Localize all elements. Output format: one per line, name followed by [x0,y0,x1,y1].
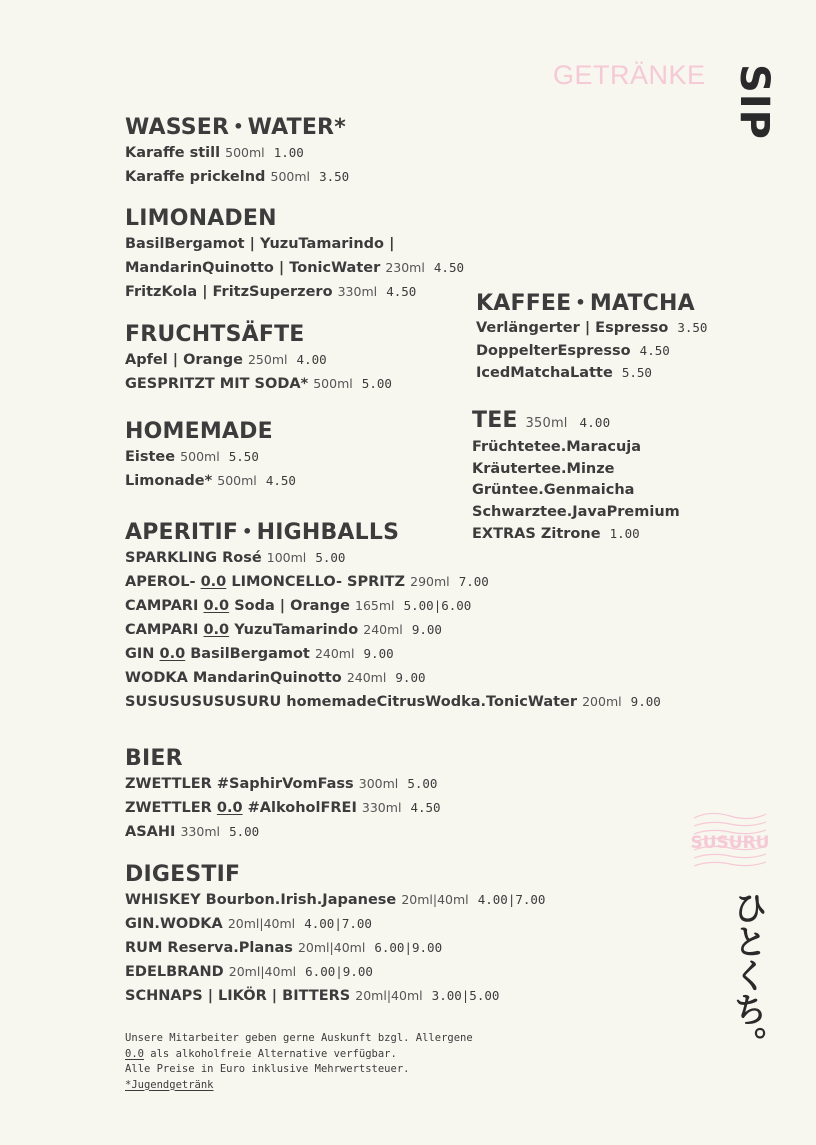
menu-item: GESPRITZT MIT SODA* 500ml 5.00 [125,376,392,392]
brand-title-text: SIP [731,63,777,141]
japanese-tagline [722,890,772,1069]
menu-item: ZWETTLER 0.0 #AlkoholFREI 330ml 4.50 [125,800,441,816]
menu-item: EXTRAS Zitrone 1.00 [472,526,640,542]
brand-title [729,52,779,152]
menu-item: IcedMatchaLatte 5.50 [476,365,652,381]
category-title: GETRÄNKE [553,60,706,90]
menu-item: SPARKLING Rosé 100ml 5.00 [125,550,346,566]
menu-item: Grüntee.Genmaicha [472,482,635,498]
menu-item: Kräutertee.Minze [472,460,615,477]
menu-item: GIN 0.0 BasilBergamot 240ml 9.00 [125,646,394,662]
footer-youth-drink: *Jugendgetränk [125,1078,214,1091]
section-title: FRUCHTSÄFTE [125,322,305,347]
section-wasser [125,114,349,189]
menu-item: ASAHI 330ml 5.00 [125,824,260,840]
menu-item: SUSUSUSUSUSURU homemadeCitrusWodka.TonicWater 200ml 9.00 [125,694,661,710]
menu-item: BasilBergamot | YuzuTamarindo | [125,236,395,252]
menu-item: Schwarztee.JavaPremium [472,503,680,520]
section-title: WASSER • WATER* [125,115,346,140]
menu-item: WODKA MandarinQuinotto 240ml 9.00 [125,670,426,686]
footer-allergene: Unsere Mitarbeiter geben gerne Auskunft bzgl. Allergene [125,1032,473,1044]
japanese-tagline-text: ひとくち。 [727,890,767,1060]
section-title: LIMONADEN [125,206,277,231]
section-limonaden [125,206,464,304]
section-homemade [125,419,296,493]
section-aperitif [125,519,661,714]
menu-item: MandarinQuinotto | TonicWater 230ml 4.50 [125,260,465,276]
footer-notes [125,1031,473,1093]
footer-alcohol-free: 0.0 als alkoholfreie Alternative verfügbar. [125,1047,397,1060]
section-fruchtsaefte [125,322,392,396]
menu-item: DoppelterEspresso 4.50 [476,342,670,359]
menu-item: RUM Reserva.Planas 20ml|40ml 6.00|9.00 [125,940,443,956]
menu-item: WHISKEY Bourbon.Irish.Japanese 20ml|40ml 4.00|7.00 [125,892,546,908]
menu-item: Eistee 500ml 5.50 [125,449,259,465]
menu-item: ZWETTLER #SaphirVomFass 300ml 5.00 [125,776,438,792]
menu-item: APEROL- 0.0 LIMONCELLO- SPRITZ 290ml 7.00 [125,574,489,590]
menu-item: CAMPARI 0.0 Soda | Orange 165ml 5.00|6.00 [125,598,472,614]
section-bier [125,746,441,844]
section-title: BIER [125,746,183,771]
section-kaffee [476,290,707,385]
footer-prices: Alle Preise in Euro inklusive Mehrwertsteuer. [125,1063,410,1075]
section-title: KAFFEE • MATCHA [476,291,695,316]
susuru-logo [690,800,770,880]
menu-item: GIN.WODKA 20ml|40ml 4.00|7.00 [125,916,372,932]
menu-item: Karaffe still 500ml 1.00 [125,145,304,161]
section-title: TEE 350ml 4.00 [472,408,611,433]
logo-text: SUSURU [690,833,770,853]
menu-item: FritzKola | FritzSuperzero 330ml 4.50 [125,284,417,300]
menu-item: Apfel | Orange 250ml 4.00 [125,352,327,368]
menu-item: Karaffe prickelnd 500ml 3.50 [125,169,350,185]
menu-item: Verlängerter | Espresso 3.50 [476,320,708,336]
menu-item: Limonade* 500ml 4.50 [125,473,296,489]
menu-item: SCHNAPS | LIKÖR | BITTERS 20ml|40ml 3.00|5.00 [125,988,500,1004]
menu-item: Früchtetee.Maracuja [472,439,642,455]
menu-item: CAMPARI 0.0 YuzuTamarindo 240ml 9.00 [125,622,442,638]
menu-item: EDELBRAND 20ml|40ml 6.00|9.00 [125,964,373,980]
section-title: APERITIF • HIGHBALLS [125,520,400,545]
section-title: HOMEMADE [125,419,273,444]
susuru-logo-graphic [690,800,770,880]
section-digestif [125,862,545,1008]
section-title: DIGESTIF [125,862,241,887]
